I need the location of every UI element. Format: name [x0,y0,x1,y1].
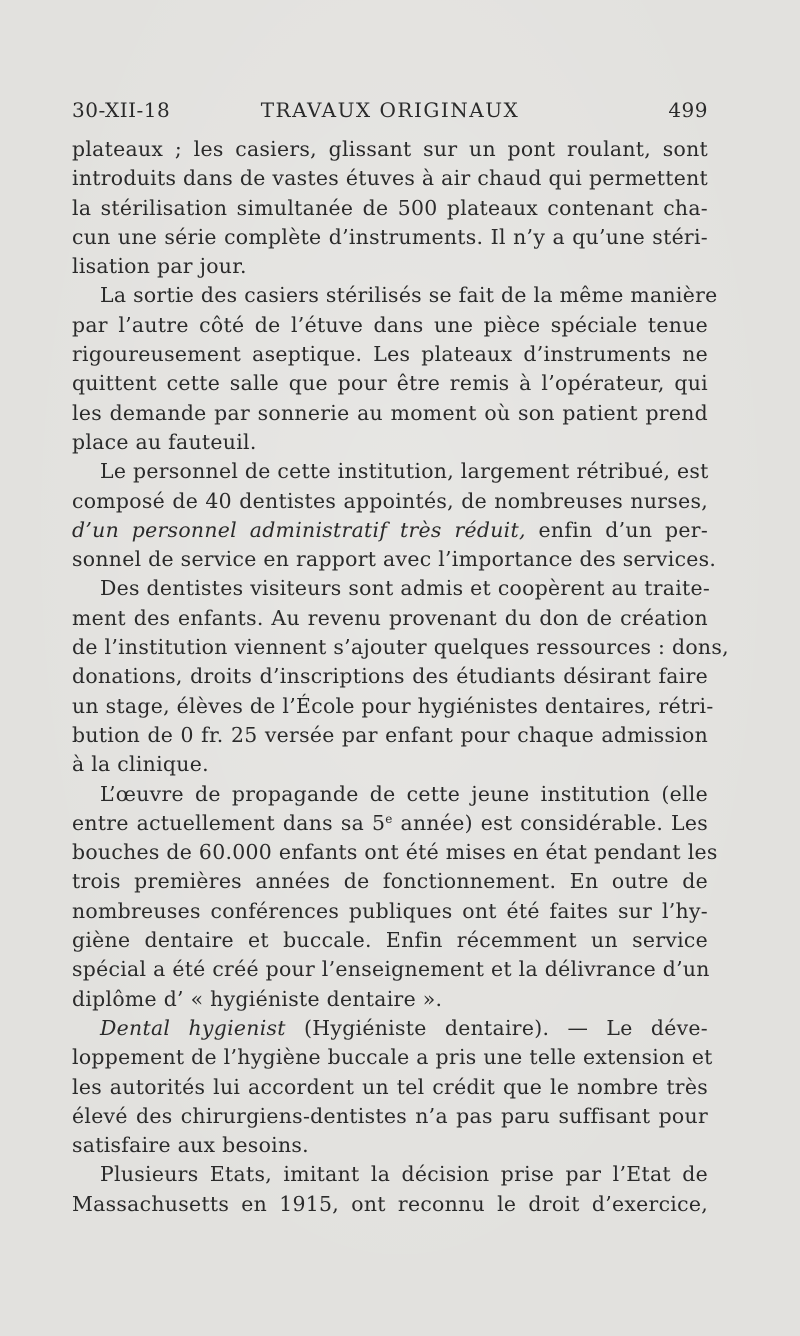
text-segment: la stérilisation simultanée de 500 plateaux contenant cha- [72,195,708,220]
text-segment: un stage, élèves de l’École pour hygiénistes dentaires, rétri- [72,693,714,718]
superscript: e [385,811,393,826]
text-segment: introduits dans de vastes étuves à air chaud qui permettent [72,166,708,191]
text-line [72,838,718,867]
text-line [72,1043,713,1072]
text-segment: sonnel de service en rapport avec l’importance des services. [72,547,717,572]
text-segment: à la clinique. [72,752,209,777]
text-segment: les demande par sonnerie au moment où son patient prend [72,400,708,425]
text-segment: ment des enfants. Au revenu provenant du don de création [72,605,708,630]
text-segment: lisation par jour. [72,254,247,279]
text-segment: année) est considérable. Les [392,810,708,835]
text-segment: donations, droits d’inscriptions des étudiants désirant faire [72,664,708,689]
text-line [72,633,729,662]
text-line [72,780,708,809]
text-segment: spécial a été créé pour l’enseignement et la délivrance d’un [72,957,710,982]
text-line [72,164,708,193]
text-segment: loppement de l’hygiène buccale a pris une telle extension et [72,1045,713,1070]
page-number: 499 [668,98,708,122]
text-line [72,135,708,164]
text-segment: place au fauteuil. [72,429,257,454]
text-segment: composé de 40 dentistes appointés, de nombreuses nurses, [72,488,708,513]
text-segment: (Hygiéniste dentaire). — Le déve- [285,1015,708,1040]
text-line [72,223,708,252]
text-line [72,1073,708,1102]
text-line [72,516,708,545]
text-line [72,487,708,516]
text-line [72,1131,708,1160]
text-line [72,1102,708,1131]
text-line [72,926,708,955]
text-segment: plateaux ; les casiers, glissant sur un pont roulant, sont [72,137,708,161]
text-segment: de l’institution viennent s’ajouter quelques ressources : dons, [72,635,729,660]
text-line [72,252,708,281]
text-line [72,897,708,926]
running-head [72,98,708,128]
text-segment: bouches de 60.000 enfants ont été mises en état pendant les [72,840,718,865]
header-section-title: TRAVAUX ORIGINAUX [260,98,520,122]
text-line [72,574,711,603]
text-segment: bution de 0 fr. 25 versée par enfant pour chaque admission [72,722,708,747]
text-line [72,604,708,633]
text-line [72,399,708,428]
text-line [72,809,708,838]
text-line [72,311,708,340]
text-segment: élevé des chirurgiens-dentistes n’a pas paru suffisant pour [72,1103,708,1128]
text-line [72,369,708,398]
text-segment: nombreuses conférences publiques ont été faites sur l’hy- [72,898,708,923]
text-line [72,985,708,1014]
text-segment: rigoureusement aseptique. Les plateaux d’instruments ne [72,342,708,367]
italic-text: d’un personnel administratif très réduit, [72,517,526,542]
text-segment: Le personnel de cette institution, largement rétribué, est [100,459,709,484]
text-line [72,662,708,691]
text-segment: entre actuellement dans sa 5 [72,810,386,835]
text-line [72,194,708,223]
text-segment: L’œuvre de propagande de cette jeune institution (elle [100,781,708,806]
text-line [72,545,717,574]
text-segment: giène dentaire et buccale. Enfin récemment un service [72,928,708,953]
text-line [72,1014,708,1043]
text-segment: les autorités lui accordent un tel crédit que le nombre très [72,1074,708,1099]
text-segment: enfin d’un per- [525,517,709,542]
text-line [72,867,708,896]
text-segment: trois premières années de fonctionnement. En outre de [72,869,708,894]
text-line [72,750,708,779]
text-segment: Des dentistes visiteurs sont admis et coopèrent au traite- [100,576,711,601]
body-text [72,135,729,1219]
text-line [72,692,714,721]
text-line [72,721,708,750]
text-line [72,955,708,984]
text-segment: Plusieurs Etats, imitant la décision prise par l’Etat de [100,1162,708,1187]
text-segment: par l’autre côté de l’étuve dans une pièce spéciale tenue [72,312,708,337]
text-line [72,457,708,486]
text-segment: La sortie des casiers stérilisés se fait de la même manière [100,283,718,308]
text-line [72,1190,708,1219]
text-segment: cun une série complète d’instruments. Il n’y a qu’une stéri- [72,224,708,249]
text-segment: quittent cette salle que pour être remis à l’opérateur, qui [72,371,708,396]
text-line [72,1160,708,1189]
italic-text: Dental hygienist [100,1015,286,1040]
text-segment: satisfaire aux besoins. [72,1133,309,1158]
text-line [72,428,708,457]
text-segment: diplôme d’ « hygiéniste dentaire ». [72,986,443,1011]
header-date: 30-XII-18 [72,98,171,122]
text-line [72,340,708,369]
text-segment: Massachusetts en 1915, ont reconnu le droit d’exercice, [72,1191,708,1216]
text-line [72,281,718,310]
